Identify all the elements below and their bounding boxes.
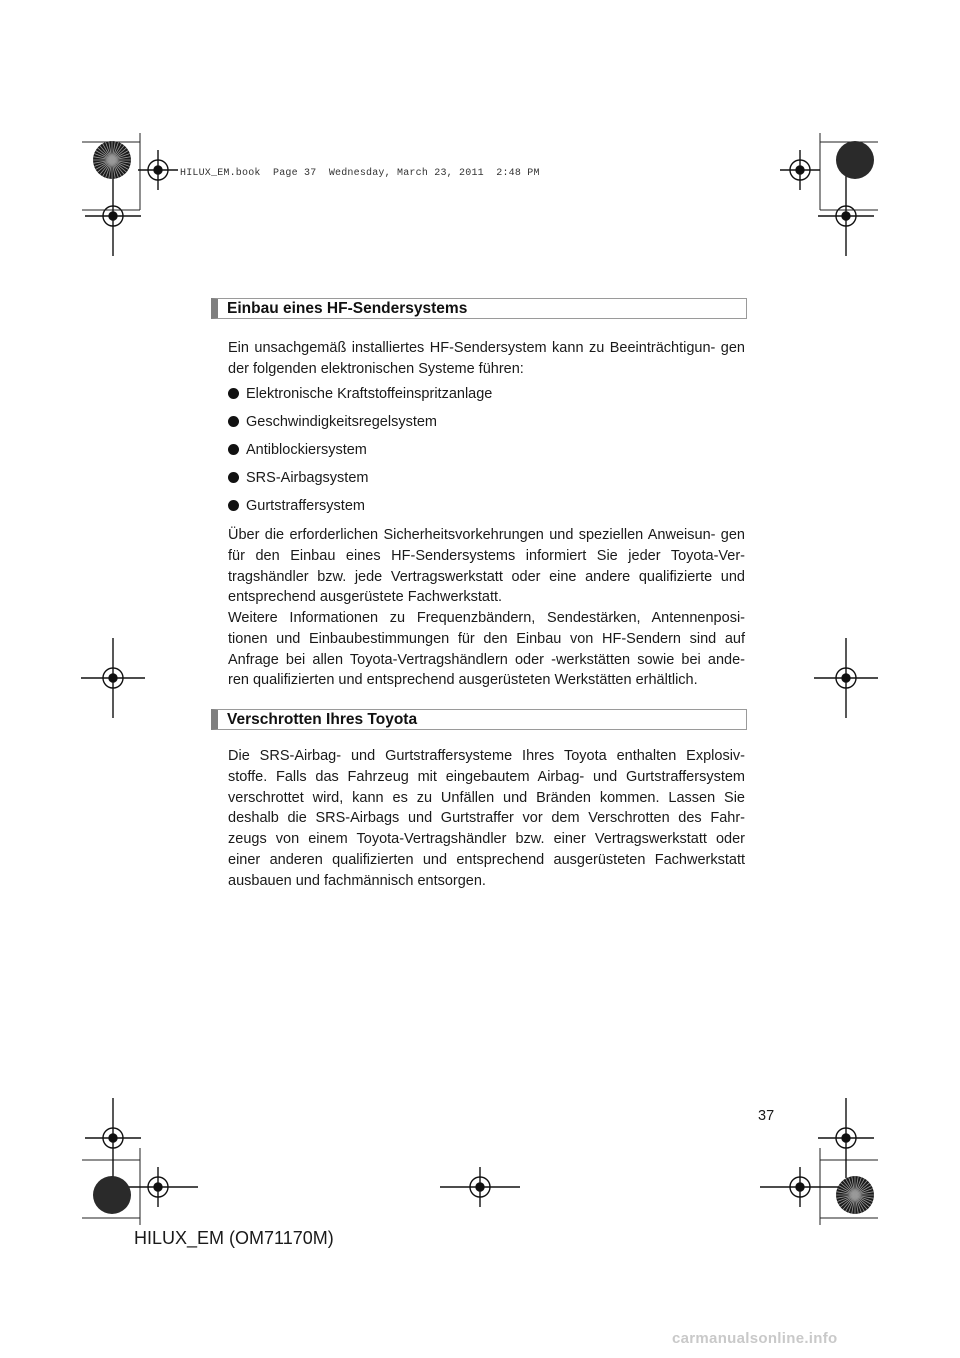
bullet-icon: [228, 388, 239, 399]
bullet-icon: [228, 444, 239, 455]
page-number: 37: [758, 1108, 775, 1124]
bullet-icon: [228, 416, 239, 427]
scrap-paragraph: Die SRS-Airbag- und Gurtstraffersysteme Ihres Toyota enthalten Explosiv- stoffe. Falls das Fahrzeug mit eingebautem Airbag- und Gurtstraffersystem verschrottet wird, kann es zu Unfällen und Bränden kommen. Lassen Sie deshalb die SRS-Airbags und Gurtstraffer vor dem Verschrotten des Fahr- zeugs von einem Toyota-Vertragshändler bzw. einer Vertragswerkstatt oder einer anderen qualifizierten und entsprechend ausgerüsteten Fachwerkstatt ausbauen und fachmännisch entsorgen.: [228, 748, 745, 889]
list-item: SRS-Airbagsystem: [228, 468, 745, 496]
section-title: Einbau eines HF-Sendersystems: [227, 300, 468, 317]
watermark: carmanualsonline.info: [672, 1330, 838, 1347]
intro-paragraph: Ein unsachgemäß installiertes HF-Sendersystem kann zu Beeinträchtigun- gen der folgenden elektronischen Systeme führen:: [228, 340, 745, 377]
manual-code: HILUX_EM (OM71170M): [134, 1228, 334, 1248]
bullet-icon: [228, 500, 239, 511]
book-stamp: HILUX_EM.book Page 37 Wednesday, March 23, 2011 2:48 PM: [180, 168, 540, 179]
list-item: Gurtstraffersystem: [228, 496, 745, 524]
safety-paragraph: Über die erforderlichen Sicherheitsvorkehrungen und speziellen Anweisun- gen für den Einbau eines HF-Sendersystems informiert Sie jeder Toyota-Ver- tragshändler bzw. jede Vertragswerkstatt oder eine andere qualifizierte und entsprechend ausgerüstete Fachwerkstatt.: [228, 527, 745, 606]
list-item: Elektronische Kraftstoffeinspritzanlage: [228, 384, 745, 412]
system-list: [228, 384, 745, 524]
list-item: Geschwindigkeitsregelsystem: [228, 412, 745, 440]
list-item: Antiblockiersystem: [228, 440, 745, 468]
info-paragraph: Weitere Informationen zu Frequenzbändern, Sendestärken, Antennenposi- tionen und Einbaubestimmungen für den Einbau von HF-Sendern sind auf Anfrage bei allen Toyota-Vertragshändlern oder -werkstätten sowie bei ande- ren qualifizierten und entsprechend ausgerüsteten Werkstätten erhältlich.: [228, 610, 745, 689]
section-heading-hf: [211, 298, 747, 319]
section-heading-scrap: [211, 709, 747, 730]
section-title: Verschrotten Ihres Toyota: [227, 711, 418, 728]
bullet-icon: [228, 472, 239, 483]
